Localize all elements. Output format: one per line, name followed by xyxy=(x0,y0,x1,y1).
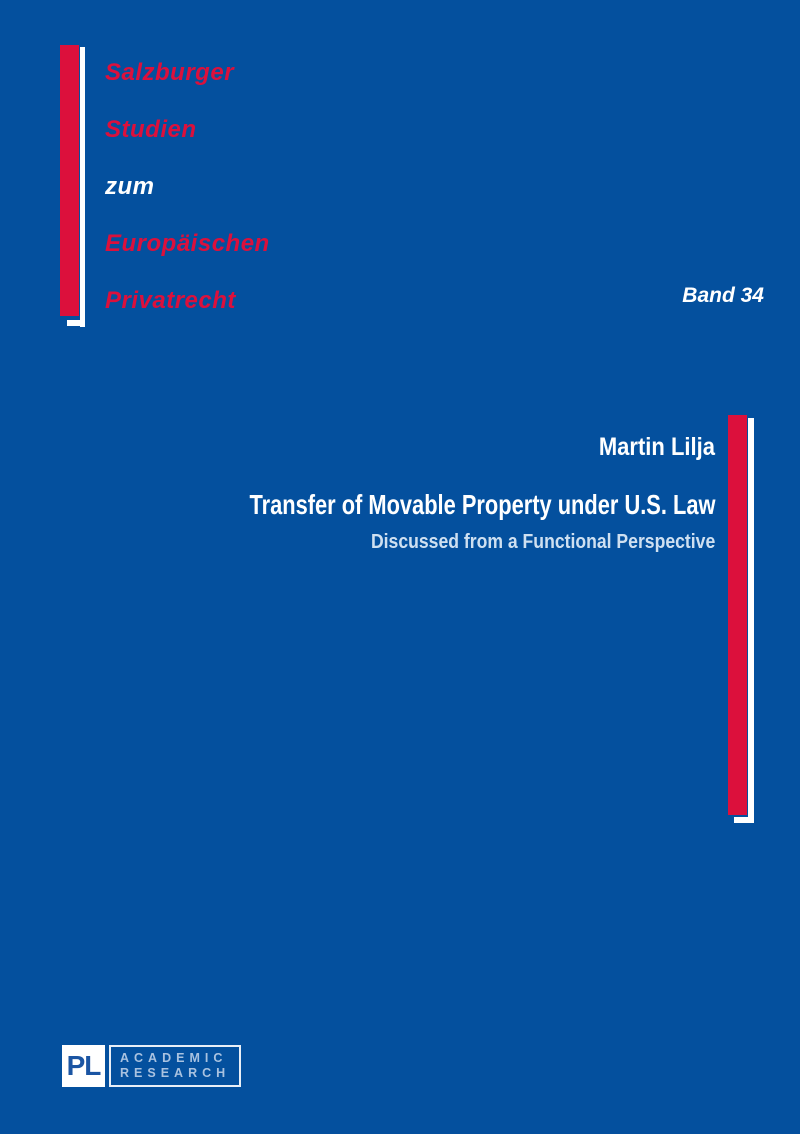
series-word: Privatrecht xyxy=(105,287,236,314)
series-word: Europäischen xyxy=(105,230,270,257)
accent-bar-red-right xyxy=(728,415,747,815)
series-word: Studien xyxy=(105,116,197,143)
publisher-monogram: PL xyxy=(62,1045,105,1087)
accent-bar-foot-right xyxy=(734,817,754,823)
series-word: zum xyxy=(105,173,155,200)
series-title-block xyxy=(105,60,270,345)
series-word: Salzburger xyxy=(105,59,235,86)
publisher-logo xyxy=(62,1045,241,1087)
accent-bar-highlight-right xyxy=(748,418,754,823)
accent-bar-highlight-left xyxy=(80,47,85,327)
series-volume-label: Band 34 xyxy=(682,284,764,307)
publisher-name-line1: ACADEMIC xyxy=(120,1051,228,1065)
accent-bar-red-left xyxy=(60,45,79,316)
author-name: Martin Lilja xyxy=(598,433,715,461)
publisher-name-line2: RESEARCH xyxy=(120,1066,231,1080)
book-subtitle: Discussed from a Functional Perspective xyxy=(370,531,715,553)
book-title: Transfer of Movable Property under U.S. Law xyxy=(248,489,715,520)
accent-bar-foot-left xyxy=(67,320,85,326)
publisher-name-box xyxy=(109,1045,241,1087)
